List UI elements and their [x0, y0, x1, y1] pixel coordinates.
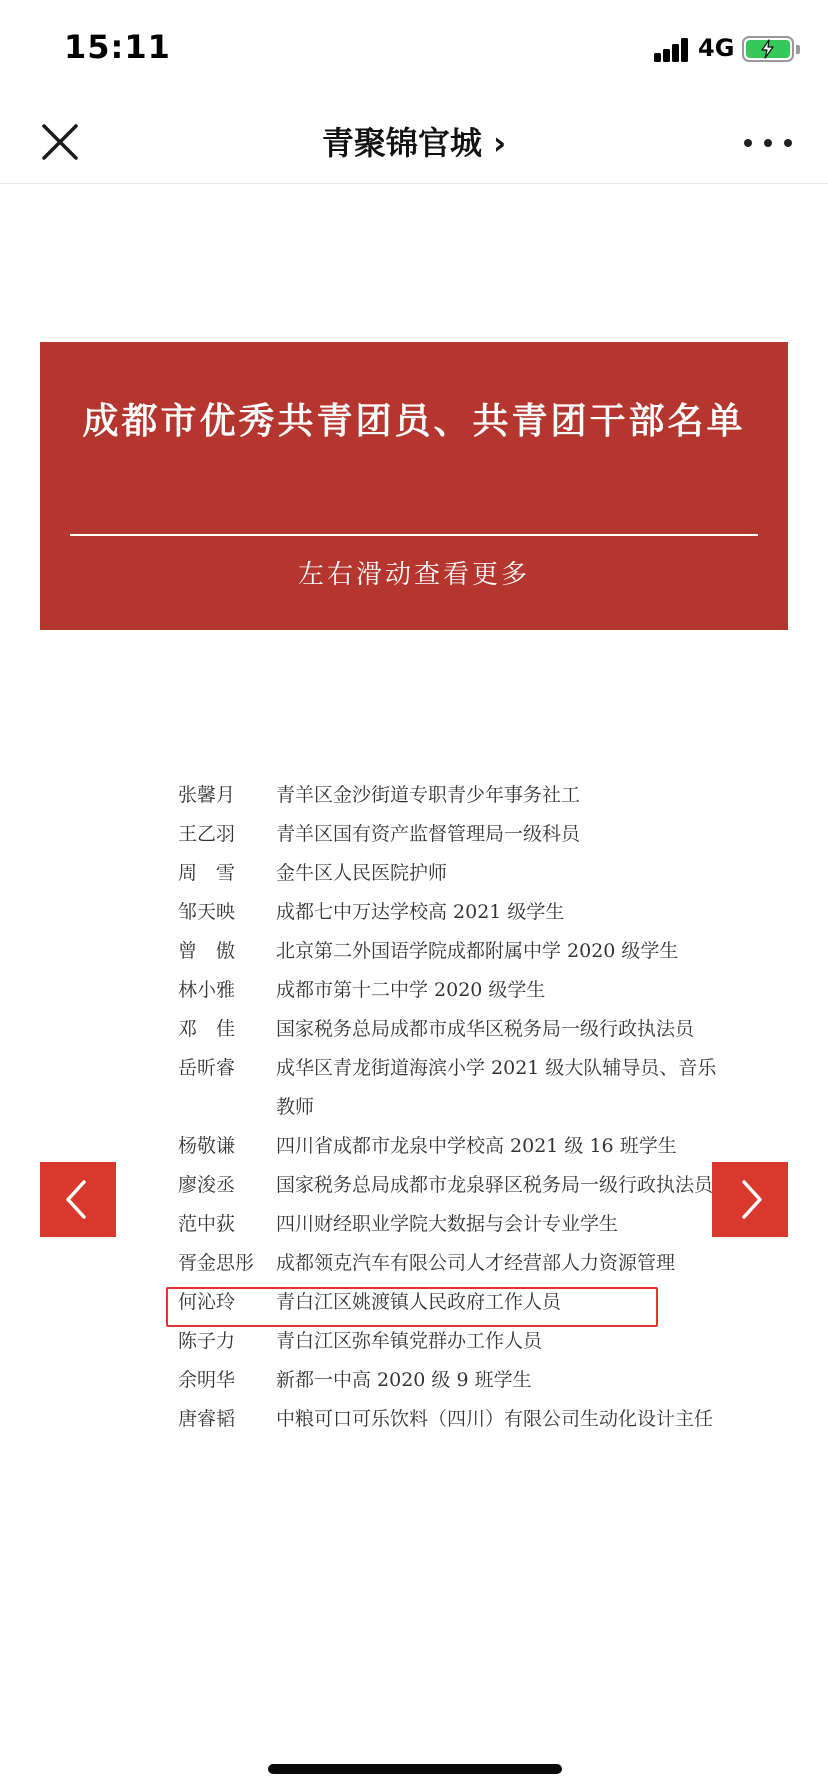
person-description: 国家税务总局成都市成华区税务局一级行政执法员 — [276, 1018, 695, 1040]
list-item — [178, 893, 718, 932]
person-description: 成都领克汽车有限公司人才经营部人力资源管理 — [276, 1252, 676, 1274]
person-name: 曾 傲 — [178, 940, 236, 962]
person-name: 王乙羽 — [178, 823, 236, 845]
network-label: 4G — [698, 34, 735, 62]
person-name: 周 雪 — [178, 862, 236, 884]
person-name: 岳昕睿 — [178, 1057, 236, 1079]
banner-divider — [70, 534, 758, 536]
list-item — [178, 815, 718, 854]
person-name: 张馨月 — [178, 784, 236, 806]
banner-subtitle: 左右滑动查看更多 — [297, 560, 530, 590]
person-description: 国家税务总局成都市龙泉驿区税务局一级行政执法员 — [276, 1174, 714, 1196]
list-item — [178, 1049, 718, 1127]
person-description: 成华区青龙街道海滨小学 2021 级大队辅导员、音乐教师 — [276, 1057, 717, 1118]
highlight-box — [166, 1287, 658, 1327]
title-banner — [40, 342, 788, 630]
list-item — [178, 932, 718, 971]
close-icon — [36, 118, 84, 166]
person-description: 中粮可口可乐饮料（四川）有限公司生动化设计主任 — [276, 1408, 714, 1430]
person-description: 青羊区金沙街道专职青少年事务社工 — [276, 784, 581, 806]
chevron-right-icon — [712, 1162, 788, 1237]
name-list — [178, 776, 718, 1439]
person-name: 邓 佳 — [178, 1018, 236, 1040]
person-name: 林小雅 — [178, 979, 236, 1001]
list-item — [178, 1166, 718, 1205]
signal-icon — [654, 38, 690, 62]
person-description: 青羊区国有资产监督管理局一级科员 — [276, 823, 581, 845]
status-bar — [0, 0, 828, 98]
person-description: 新都一中高 2020 级 9 班学生 — [276, 1369, 532, 1391]
person-name: 范中荻 — [178, 1213, 236, 1235]
home-indicator — [268, 1764, 562, 1774]
status-time: 15:11 — [64, 28, 171, 66]
person-description: 成都七中万达学校高 2021 级学生 — [276, 901, 565, 923]
list-item — [178, 854, 718, 893]
nav-bar — [0, 98, 828, 184]
person-description: 成都市第十二中学 2020 级学生 — [276, 979, 546, 1001]
person-name: 陈子力 — [178, 1330, 236, 1352]
list-item — [178, 1400, 718, 1439]
person-description: 青白江区弥牟镇党群办工作人员 — [276, 1330, 543, 1352]
person-name: 余明华 — [178, 1369, 236, 1391]
chevron-left-icon — [40, 1162, 116, 1237]
person-name: 唐睿韬 — [178, 1408, 236, 1430]
next-slide-button[interactable] — [712, 1162, 788, 1237]
person-description: 青白江区姚渡镇人民政府工作人员 — [276, 1291, 562, 1313]
more-button[interactable] — [744, 128, 794, 156]
list-item — [178, 1010, 718, 1049]
person-name: 胥金思彤 — [178, 1252, 255, 1274]
person-description: 北京第二外国语学院成都附属中学 2020 级学生 — [276, 940, 679, 962]
list-item — [178, 1244, 718, 1283]
previous-slide-button[interactable] — [40, 1162, 116, 1237]
person-description: 金牛区人民医院护师 — [276, 862, 448, 884]
person-description: 四川省成都市龙泉中学校高 2021 级 16 班学生 — [276, 1135, 677, 1157]
person-name: 何沁玲 — [178, 1291, 236, 1313]
list-item — [178, 1322, 718, 1361]
close-button[interactable] — [36, 118, 84, 166]
person-name: 杨敬谦 — [178, 1135, 236, 1157]
battery-charging-icon — [742, 36, 794, 62]
nav-title[interactable]: 青聚锦官城 › — [321, 124, 507, 162]
person-name: 廖浚丞 — [178, 1174, 236, 1196]
person-name: 邹天映 — [178, 901, 236, 923]
list-item — [178, 1205, 718, 1244]
list-item — [178, 971, 718, 1010]
person-description: 四川财经职业学院大数据与会计专业学生 — [276, 1213, 619, 1235]
list-item — [178, 1127, 718, 1166]
banner-title: 成都市优秀共青团员、共青团干部名单 — [82, 401, 746, 442]
list-item — [178, 776, 718, 815]
list-item — [178, 1361, 718, 1400]
